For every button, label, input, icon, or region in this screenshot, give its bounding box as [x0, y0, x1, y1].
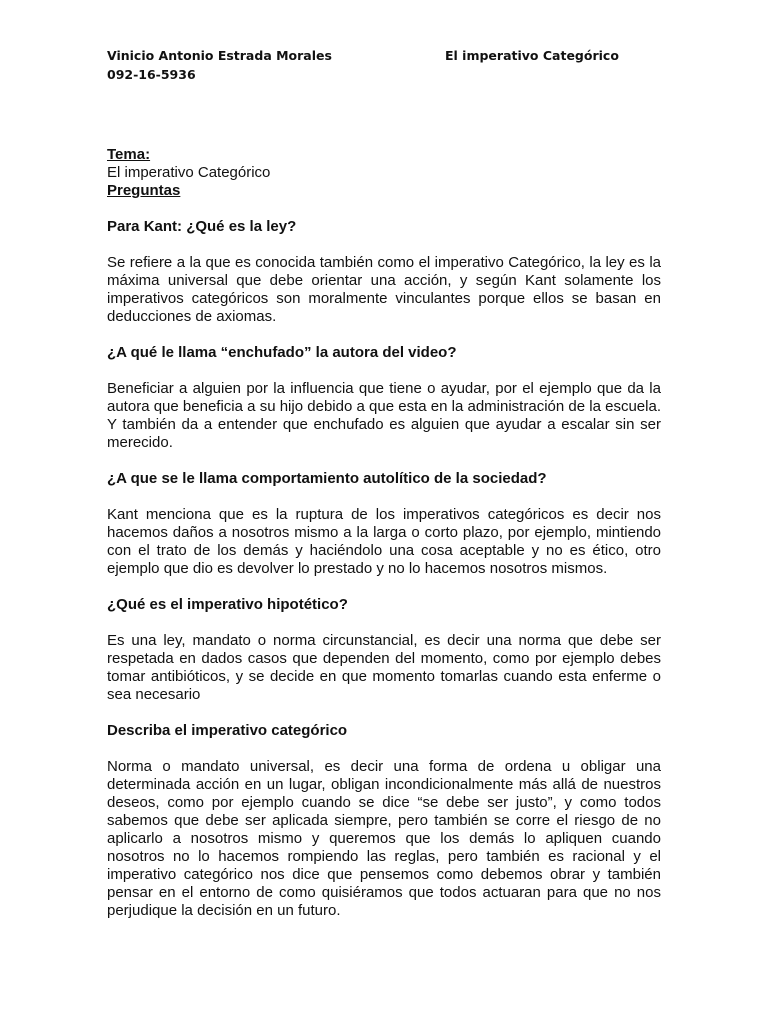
document-title: El imperativo Categórico — [445, 48, 619, 63]
id-number: 092-16-5936 — [107, 67, 196, 82]
question-2: ¿A qué le llama “enchufado” la autora del video? — [107, 344, 457, 361]
document-header — [107, 46, 627, 84]
questions-heading: Preguntas — [107, 182, 181, 199]
answer-2: Beneficiar a alguien por la influencia que tiene o ayudar, por el ejemplo que da la autora que beneficia a su hijo debido a que esta en la administración de la escuela. Y también da a entender que enchufado es alguien que ayudar a escalar sin ser merecido. — [107, 380, 661, 451]
author-name: Vinicio Antonio Estrada Morales — [107, 48, 332, 63]
question-5: Describa el imperativo categórico — [107, 722, 348, 739]
answer-1: Se refiere a la que es conocida también como el imperativo Categórico, la ley es la máxima universal que debe orientar una acción, y según Kant solamente los imperativos categóricos son moralmente vinculantes porque ellos se basan en deducciones de axiomas. — [107, 254, 661, 325]
document-body — [107, 146, 661, 920]
topic-label: Tema: — [107, 146, 151, 163]
question-4: ¿Qué es el imperativo hipotético? — [107, 596, 348, 613]
answer-3: Kant menciona que es la ruptura de los imperativos categóricos es decir nos hacemos daños a nosotros mismo a la larga o corto plazo, por ejemplo, mintiendo con el trato de los demás y haciéndolo una cosa aceptable y no es ético, otro ejemplo que dio es devolver lo prestado y no lo hacemos nosotros mismos. — [107, 506, 661, 577]
question-3: ¿A que se le llama comportamiento autolítico de la sociedad? — [107, 470, 547, 487]
answer-4: Es una ley, mandato o norma circunstancial, es decir una norma que debe ser respetada en dados casos que dependen del momento, como por ejemplo debes tomar antibióticos, y se decide en que momento tomarlas cuando esta enferme o sea necesario — [107, 632, 661, 703]
answer-5: Norma o mandato universal, es decir una forma de ordena u obligar una determinada acción en un lugar, obligan incondicionalmente más allá de nuestros deseos, como por ejemplo cuando se dice “se debe ser justo”, y como todos sabemos que debe ser aplicada siempre, pero también se corre el riesgo de no aplicarlo a nosotros mismo y queremos que los demás lo apliquen cuando nosotros no lo hacemos rompiendo las reglas, pero también es racional y el imperativo categórico nos dice que pensemos como debemos obrar y también pensar en el entorno de como quisiéramos que todos actuaran para que no nos perjudique la decisión en un futuro. — [107, 758, 661, 919]
topic-value: El imperativo Categórico — [107, 164, 271, 181]
question-1: Para Kant: ¿Qué es la ley? — [107, 218, 297, 235]
